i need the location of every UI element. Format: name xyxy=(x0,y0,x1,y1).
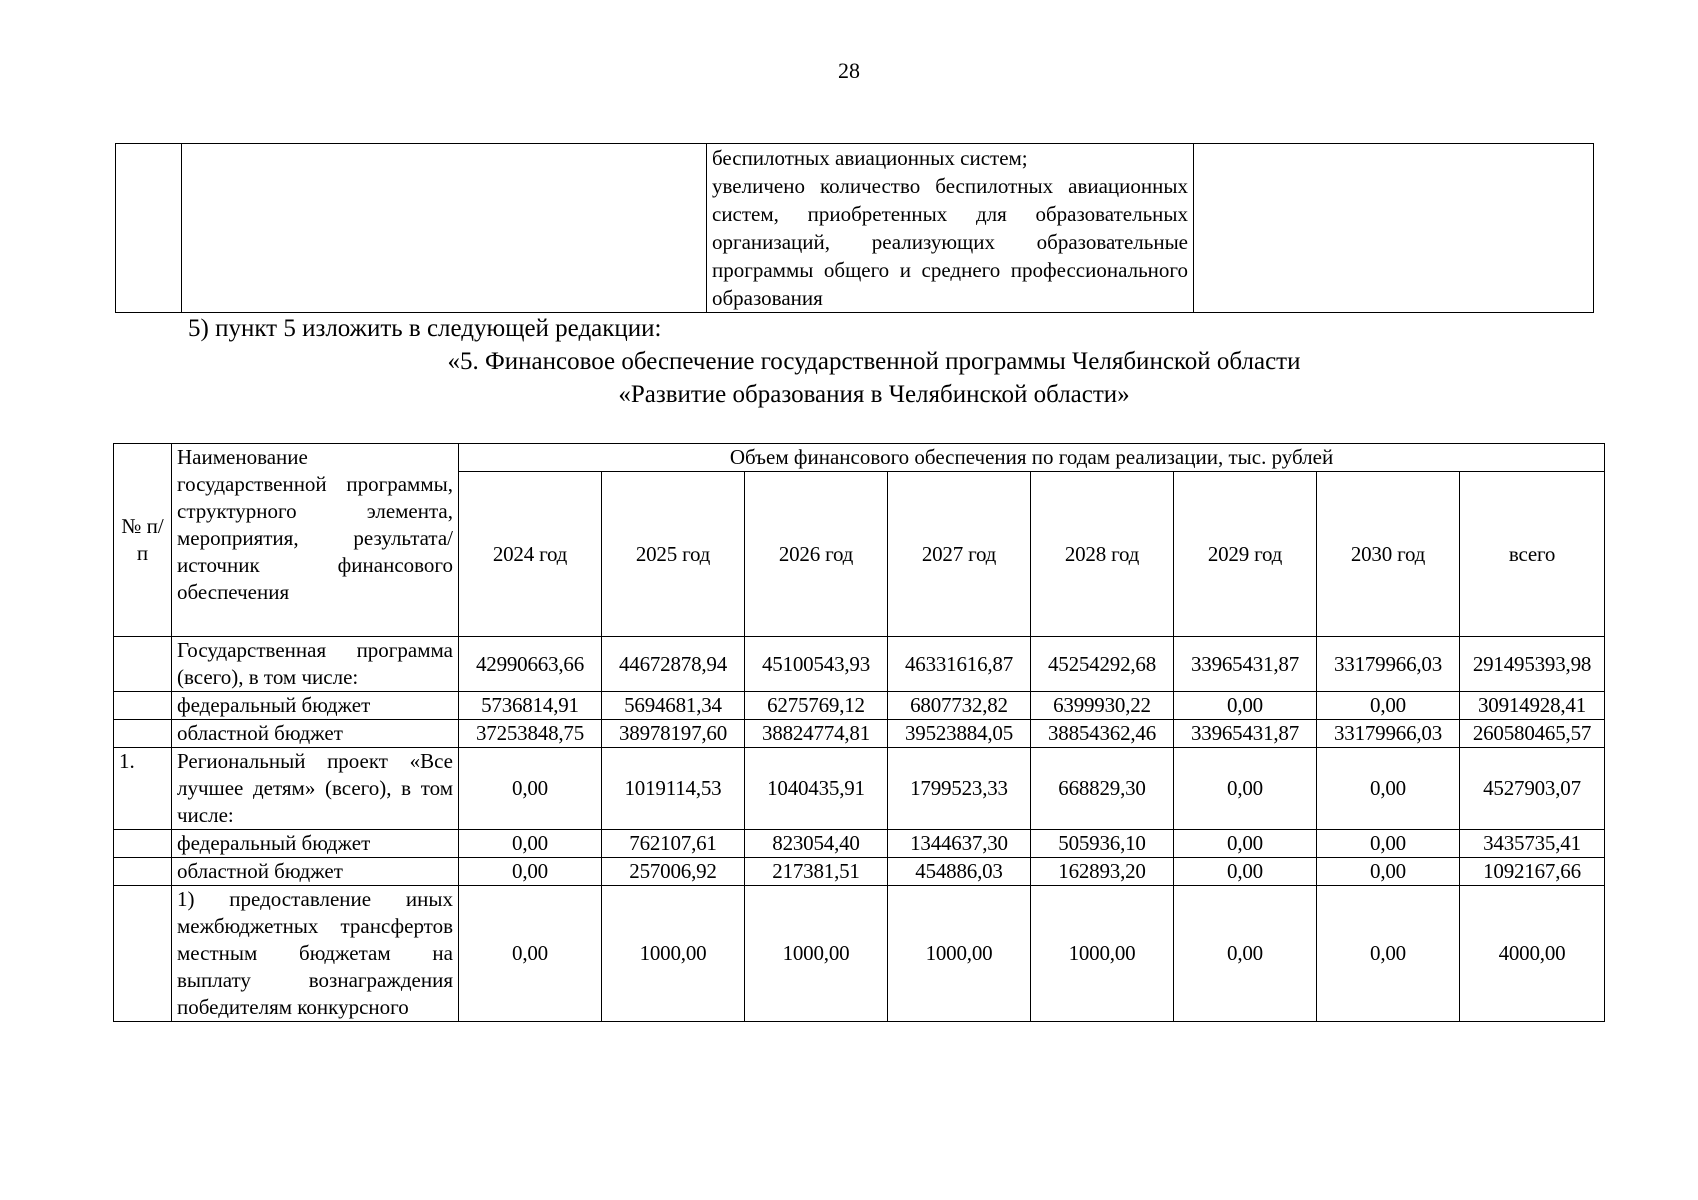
table-row xyxy=(114,858,1605,886)
row-num xyxy=(114,830,172,858)
row-total: 4000,00 xyxy=(1460,886,1605,1022)
header-year: 2029 год xyxy=(1174,472,1317,637)
row-value: 0,00 xyxy=(1174,886,1317,1022)
row-value: 0,00 xyxy=(1174,692,1317,720)
row-value: 1344637,30 xyxy=(888,830,1031,858)
row-value: 39523884,05 xyxy=(888,720,1031,748)
row-value: 0,00 xyxy=(459,748,602,830)
header-year: 2025 год xyxy=(602,472,745,637)
row-value: 33965431,87 xyxy=(1174,637,1317,692)
row-num: 1. xyxy=(114,748,172,830)
row-value: 762107,61 xyxy=(602,830,745,858)
instruction-text: 5) пункт 5 изложить в следующей редакции: xyxy=(188,315,662,342)
table-row xyxy=(114,692,1605,720)
row-value: 1000,00 xyxy=(602,886,745,1022)
row-value: 45100543,93 xyxy=(745,637,888,692)
row-value: 0,00 xyxy=(1317,748,1460,830)
section-heading: «5. Финансовое обеспечение государственной программы Челябинской области xyxy=(447,348,1301,375)
row-value: 257006,92 xyxy=(602,858,745,886)
row-value: 5694681,34 xyxy=(602,692,745,720)
row-name: Государственная программа (всего), в том числе: xyxy=(172,637,459,692)
row-value: 1000,00 xyxy=(745,886,888,1022)
row-num xyxy=(114,858,172,886)
row-num xyxy=(114,692,172,720)
row-name: областной бюджет xyxy=(172,720,459,748)
header-volume: Объем финансового обеспечения по годам реализации, тыс. рублей xyxy=(459,444,1605,472)
row-value: 454886,03 xyxy=(888,858,1031,886)
row-value: 38824774,81 xyxy=(745,720,888,748)
row-value: 1040435,91 xyxy=(745,748,888,830)
table-row xyxy=(114,830,1605,858)
row-value: 1000,00 xyxy=(888,886,1031,1022)
financing-table xyxy=(113,443,1605,1022)
row-value: 33179966,03 xyxy=(1317,637,1460,692)
cell-empty-extra xyxy=(1194,144,1594,313)
row-value: 6807732,82 xyxy=(888,692,1031,720)
row-value: 1000,00 xyxy=(1031,886,1174,1022)
header-total: всего xyxy=(1460,472,1605,637)
row-value: 0,00 xyxy=(1174,858,1317,886)
table-row xyxy=(114,748,1605,830)
row-value: 0,00 xyxy=(1174,830,1317,858)
row-total: 4527903,07 xyxy=(1460,748,1605,830)
cell-result-text xyxy=(707,144,1194,313)
result-line: увеличено количество беспилотных авиационных систем, приобретенных для образовательных организаций, реализующих образовательные программы общего и среднего профессионального образования xyxy=(712,174,1188,310)
row-total: 291495393,98 xyxy=(1460,637,1605,692)
row-total: 1092167,66 xyxy=(1460,858,1605,886)
row-value: 1019114,53 xyxy=(602,748,745,830)
row-value: 38854362,46 xyxy=(1031,720,1174,748)
row-value: 38978197,60 xyxy=(602,720,745,748)
row-value: 5736814,91 xyxy=(459,692,602,720)
row-value: 44672878,94 xyxy=(602,637,745,692)
row-name: федеральный бюджет xyxy=(172,830,459,858)
row-value: 46331616,87 xyxy=(888,637,1031,692)
row-num xyxy=(114,886,172,1022)
header-year: 2024 год xyxy=(459,472,602,637)
row-num xyxy=(114,637,172,692)
page-number: 28 xyxy=(838,58,860,83)
row-value: 6275769,12 xyxy=(745,692,888,720)
table-row xyxy=(114,720,1605,748)
row-value: 0,00 xyxy=(1174,748,1317,830)
row-value: 45254292,68 xyxy=(1031,637,1174,692)
row-value: 668829,30 xyxy=(1031,748,1174,830)
row-value: 0,00 xyxy=(459,830,602,858)
row-value: 0,00 xyxy=(1317,858,1460,886)
row-value: 823054,40 xyxy=(745,830,888,858)
row-value: 1799523,33 xyxy=(888,748,1031,830)
row-total: 30914928,41 xyxy=(1460,692,1605,720)
row-value: 6399930,22 xyxy=(1031,692,1174,720)
cell-empty-name xyxy=(182,144,707,313)
row-name: федеральный бюджет xyxy=(172,692,459,720)
row-name: 1) предоставление иных межбюджетных трансфертов местным бюджетам на выплату вознаграждения победителям конкурсного xyxy=(172,886,459,1022)
header-year: 2028 год xyxy=(1031,472,1174,637)
row-value: 33965431,87 xyxy=(1174,720,1317,748)
table-row xyxy=(114,637,1605,692)
row-name: Региональный проект «Все лучшее детям» (всего), в том числе: xyxy=(172,748,459,830)
section-subheading: «Развитие образования в Челябинской области» xyxy=(618,381,1130,408)
row-value: 37253848,75 xyxy=(459,720,602,748)
header-num: № п/п xyxy=(114,444,172,637)
row-value: 42990663,66 xyxy=(459,637,602,692)
continued-table xyxy=(115,143,1594,313)
table-row xyxy=(114,886,1605,1022)
row-value: 0,00 xyxy=(459,858,602,886)
row-total: 3435735,41 xyxy=(1460,830,1605,858)
header-year: 2027 год xyxy=(888,472,1031,637)
row-value: 217381,51 xyxy=(745,858,888,886)
row-value: 505936,10 xyxy=(1031,830,1174,858)
header-year: 2030 год xyxy=(1317,472,1460,637)
row-total: 260580465,57 xyxy=(1460,720,1605,748)
header-year: 2026 год xyxy=(745,472,888,637)
row-value: 33179966,03 xyxy=(1317,720,1460,748)
row-value: 0,00 xyxy=(459,886,602,1022)
row-value: 162893,20 xyxy=(1031,858,1174,886)
row-name: областной бюджет xyxy=(172,858,459,886)
header-name: Наименование государственной программы, структурного элемента, мероприятия, результата/ источник финансового обеспечения xyxy=(172,444,459,637)
row-value: 0,00 xyxy=(1317,830,1460,858)
result-line: беспилотных авиационных систем; xyxy=(712,146,1028,170)
row-num xyxy=(114,720,172,748)
cell-empty-num xyxy=(116,144,182,313)
row-value: 0,00 xyxy=(1317,692,1460,720)
row-value: 0,00 xyxy=(1317,886,1460,1022)
